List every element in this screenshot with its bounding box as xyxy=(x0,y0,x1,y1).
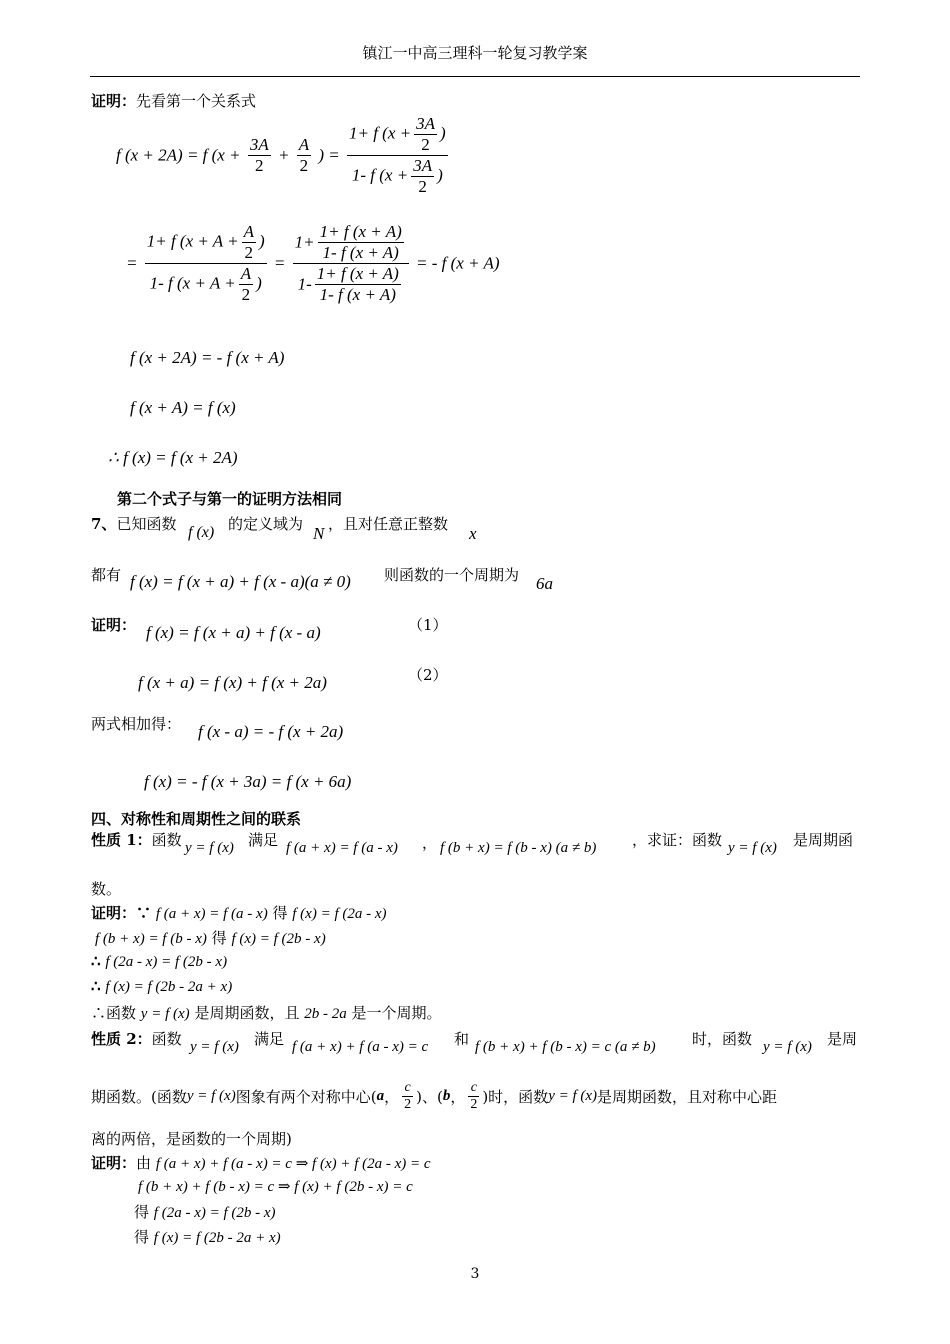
proof-intro: 先看第一个关系式 xyxy=(136,92,257,110)
fraction-a-2: $\frac{A}{2}$ xyxy=(298,135,310,175)
eq1-mid: ) = xyxy=(318,145,340,165)
prop2-when: 时，函数 xyxy=(692,1030,753,1048)
prop2-cond1: f (a + x) + f (a - x) = c xyxy=(292,1039,429,1055)
item7-p3: f (x - a) = - f (x + 2a) xyxy=(198,722,344,741)
prop1-proof-l4: ∴ f (x) = f (2b - 2a + x) xyxy=(91,977,233,995)
item7-integer-text: ，且对任意正整数 xyxy=(328,515,449,533)
prop1-y: y = f (x) xyxy=(185,840,234,856)
prop1-line2: 数。 xyxy=(91,880,122,898)
prop1-satisfy: 满足 xyxy=(248,831,279,849)
item7-p4: f (x) = - f (x + 3a) = f (x + 6a) xyxy=(144,772,352,791)
prop2-line1-a: 性质 2：函数 xyxy=(91,1030,182,1048)
item7-line1: 7、已知函数 xyxy=(91,515,177,533)
item7-proof-label: 证明： xyxy=(91,616,137,634)
item7-all: 都有 xyxy=(91,566,122,584)
fraction-big-2: 1+ f (x + A + $\frac{A}{2}$ ) 1- f (x + A + $\frac{A}{2}$ ) xyxy=(146,222,265,304)
prop2-cond2: f (b + x) + f (b - x) = c (a ≠ b) xyxy=(475,1039,656,1055)
plus: + xyxy=(277,145,290,165)
proof-label: 证明： xyxy=(91,92,137,110)
prop1-y2: y = f (x) xyxy=(728,840,777,856)
item7-p1: f (x) = f (x + a) + f (x - a) xyxy=(146,623,321,642)
equation-4: f (x + A) = f (x) xyxy=(130,398,236,417)
prop1-prove: ，求证：函数 xyxy=(632,831,723,849)
item7-add-label: 两式相加得： xyxy=(91,715,182,733)
section4-title: 四、对称性和周期性之间的联系 xyxy=(91,810,302,828)
fraction-c-2-b: $\frac{c}{2}$ xyxy=(470,1080,478,1112)
item7-fx: f (x) xyxy=(188,524,215,541)
prop2-line3: 离的两倍，是函数的一个周期) xyxy=(91,1130,292,1148)
prop2-line2: 期函数。(函数y = f (x)图象有两个对称中心(a， $\frac{c}{2}$ )、(b， $\frac{c}{2}$ )时，函数y = f (x)是周期函数，且对称中心距 xyxy=(91,1080,778,1112)
item7-x: x xyxy=(469,524,477,543)
prop1-proof-l3: ∴ f (2a - x) = f (2b - x) xyxy=(91,952,228,970)
header-rule xyxy=(90,76,860,77)
fraction-big-1: 1+ f (x + $\frac{3A}{2}$ ) 1- f (x + $\frac{3A}{2}$ ) xyxy=(348,114,446,196)
prop1-proof-l1: 证明：∵ f (a + x) = f (a - x) 得 f (x) = f (2a - x) xyxy=(91,904,387,922)
item7-period-text: 则函数的一个周期为 xyxy=(384,566,520,584)
item7-period: 6a xyxy=(536,574,553,593)
prop1-proof-l5: ∴函数 y = f (x) 是周期函数，且 2b - 2a 是一个周期。 xyxy=(91,1004,442,1022)
page-number: 3 xyxy=(470,1266,480,1282)
prop1-periodic: 是周期函 xyxy=(793,831,854,849)
prop2-proof-l2: f (b + x) + f (b - x) = c ⇒ f (x) + f (2b - x) = c xyxy=(138,1179,413,1195)
item7-tag1: （1） xyxy=(408,616,448,634)
prop2-y2: y = f (x) xyxy=(763,1039,812,1055)
item7-eq: f (x) = f (x + a) + f (x - a)(a ≠ 0) xyxy=(130,572,351,591)
prop2-proof-l3: 得 f (2a - x) = f (2b - x) xyxy=(134,1203,276,1221)
prop2-proof-l4: 得 f (x) = f (2b - 2a + x) xyxy=(134,1228,281,1246)
page-header: 镇江一中高三理科一轮复习教学案 xyxy=(362,44,588,62)
prop2-y: y = f (x) xyxy=(190,1039,239,1055)
prop1-line1-a: 性质 1：函数 xyxy=(91,831,182,849)
prop2-proof-l1: 证明：由 f (a + x) + f (a - x) = c ⇒ f (x) + f (2a - x) = c xyxy=(91,1154,431,1172)
second-proof-note: 第二个式子与第一的证明方法相同 xyxy=(117,490,343,508)
item7-p2: f (x + a) = f (x) + f (x + 2a) xyxy=(138,673,327,692)
item7-N: N xyxy=(313,524,325,543)
prop2-and: 和 xyxy=(454,1030,470,1048)
prop2-periodic: 是周 xyxy=(827,1030,858,1048)
eq1-lhs: f (x + 2A) = f (x + xyxy=(116,145,241,165)
prop1-cond1: f (a + x) = f (a - x) xyxy=(286,840,398,856)
prop1-comma: ， xyxy=(422,834,438,852)
item7-tag2: （2） xyxy=(408,666,448,684)
prop1-cond2: f (b + x) = f (b - x) (a ≠ b) xyxy=(440,840,597,856)
fraction-compound: 1+ $\frac{1+ f (x + A)}{1- f (x + A)}$ 1- $\frac{1+ f (x + A)}{1- f (x + A)}$ xyxy=(293,222,409,305)
equation-1 xyxy=(116,114,451,197)
proof1-intro-line xyxy=(91,90,256,111)
prop1-proof-l2: f (b + x) = f (b - x) 得 f (x) = f (2b - x) xyxy=(95,929,326,947)
equation-2: = 1+ f (x + A + $\frac{A}{2}$ ) 1- f (x + A + $\frac{A}{2}$ ) = 1+ $\frac{1+ f (x + A)}{1- f (x + A)}$ 1- $\frac{1+ f (x + A)}{1- f (x + A)}$ = - f (x + A) xyxy=(126,222,500,304)
prop2-satisfy: 满足 xyxy=(254,1030,285,1048)
equation-3: f (x + 2A) = - f (x + A) xyxy=(130,348,285,367)
fraction-c-2-a: $\frac{c}{2}$ xyxy=(404,1080,412,1112)
item7-domain-text: 的定义域为 xyxy=(228,515,304,533)
fraction-3a-2: $\frac{3A}{2}$ xyxy=(249,135,269,175)
equation-5: ∴ f (x) = f (x + 2A) xyxy=(108,448,238,467)
